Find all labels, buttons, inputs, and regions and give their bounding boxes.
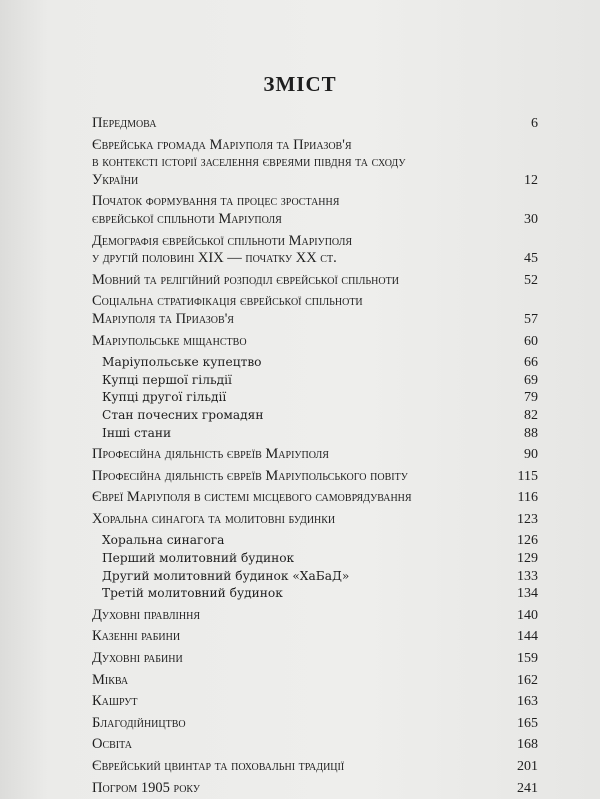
toc-entry-title: Професійна діяльність євреїв Маріуполя (92, 446, 329, 463)
toc-entry-title: Маріупольське купецтво (102, 355, 262, 370)
toc-entry-page: 45 (524, 251, 538, 267)
toc-entry (92, 758, 538, 776)
toc-entry (92, 532, 538, 550)
toc-entry-page: 201 (517, 759, 538, 774)
toc-entry (92, 293, 538, 328)
toc-entry (92, 736, 538, 754)
toc-entry-page: 69 (524, 372, 538, 388)
toc-entry-page: 133 (517, 568, 538, 584)
toc-entry-page: 57 (524, 311, 538, 327)
page-title: ЗМІСТ (263, 72, 337, 96)
toc-entry-title: Перший молитовний будинок (102, 551, 295, 566)
toc-entry-page: 60 (524, 333, 538, 349)
toc-entry-page: 30 (524, 211, 538, 227)
toc-entry-title: Погром 1905 року (92, 779, 200, 796)
toc-entry-title: Мовний та релігійний розподіл єврейської спільноти (92, 271, 399, 288)
toc-entry (92, 585, 538, 603)
toc-entry (92, 511, 538, 529)
toc-entry-title: Інші стани (102, 425, 172, 440)
toc-entry-title: Соціальна стратифікація єврейської спільноти Маріуполя та Приазов'я (92, 293, 363, 327)
toc-entry-title: Духовні правління (92, 606, 200, 623)
toc-entry-page: 66 (524, 355, 538, 371)
toc-entry (92, 354, 538, 372)
toc-entry-page: 116 (517, 490, 538, 506)
toc-entry-page: 134 (517, 586, 538, 602)
toc-entry-page: 115 (517, 468, 538, 484)
toc-entry-page: 126 (517, 533, 538, 549)
toc-entry-title: Єврейський цвинтар та поховальні традиції (92, 758, 345, 774)
toc-entry-title: Демографія єврейської спільноти Маріуполя у другій половині XIX — початку XX ст. (92, 232, 353, 267)
toc-entry-page: 88 (524, 425, 538, 441)
toc-entry-title: Казенні рабини (92, 628, 181, 645)
toc-entry-page: 79 (524, 390, 538, 406)
toc-entry-page: 140 (517, 607, 538, 623)
toc-entry (92, 272, 538, 290)
toc-entry (92, 628, 538, 646)
toc-entry (92, 137, 538, 190)
toc-entry (92, 115, 538, 133)
toc-entry-title: Передмова (92, 115, 157, 131)
toc-entry (92, 672, 538, 690)
toc-entry (92, 407, 538, 425)
toc-entry (92, 550, 538, 568)
toc-entry-page: 163 (517, 694, 538, 710)
toc-entry-title: Міква (92, 671, 129, 688)
toc-entry-title: Хоральна синагога та молитовні будинки (92, 510, 336, 527)
toc-entry (92, 425, 538, 443)
toc-entry (92, 650, 538, 668)
toc-entry (92, 780, 538, 798)
toc-entry-title: Благодійництво (92, 714, 186, 731)
toc-entry-title: Єврейська громада Маріуполя та Приазов'я в контексті історії заселення євреями півдня та сходу України (92, 136, 406, 188)
toc-entry-title: Купці другої гільдії (102, 390, 227, 405)
toc-entry-title: Третій молитовний будинок (102, 586, 283, 601)
toc-entry-title: Початок формування та процес зростання єврейської спільноти Маріуполя (92, 193, 340, 227)
toc-entry-title: Другий молитовний будинок «ХаБаД» (102, 568, 350, 583)
toc-entry-page: 144 (517, 629, 538, 645)
toc-entry-page: 162 (517, 672, 538, 688)
toc-entry-page: 159 (517, 651, 538, 667)
toc-entry-page: 52 (524, 272, 538, 288)
toc-entry-page: 241 (517, 780, 538, 796)
toc-entry (92, 372, 538, 390)
toc-entry (92, 568, 538, 586)
toc-entry-page: 90 (524, 447, 538, 463)
toc-entry (92, 693, 538, 711)
toc-entry (92, 489, 538, 507)
toc-entry-title: Кашрут (92, 693, 138, 710)
toc-entry-page: 168 (517, 737, 538, 753)
toc-entry-page: 129 (517, 551, 538, 567)
toc-entry (92, 389, 538, 407)
toc-entry-page: 12 (524, 172, 538, 188)
toc-entry (92, 607, 538, 625)
table-of-contents (92, 115, 538, 797)
toc-entry-page: 165 (517, 715, 538, 731)
toc-entry-page: 82 (524, 407, 538, 423)
toc-entry-title: Хоральна синагога (102, 533, 225, 548)
toc-entry-title: Стан почесних громадян (102, 407, 264, 422)
toc-entry-page: 123 (517, 511, 538, 527)
toc-entry-title: Маріупольське міщанство (92, 332, 247, 349)
toc-entry (92, 446, 538, 464)
toc-entry-page: 6 (531, 116, 538, 131)
toc-entry-title: Професійна діяльність євреїв Маріупольського повіту (92, 467, 408, 484)
toc-entry-title: Євреї Маріуполя в системі місцевого самоврядування (92, 489, 412, 506)
toc-entry-title: Освіта (92, 736, 132, 753)
toc-entry (92, 193, 538, 228)
toc-entry-title: Купці першої гільдії (102, 372, 232, 387)
toc-entry (92, 233, 538, 268)
toc-entry (92, 468, 538, 486)
toc-entry-title: Духовні рабини (92, 650, 183, 667)
toc-entry (92, 715, 538, 733)
toc-entry (92, 333, 538, 351)
